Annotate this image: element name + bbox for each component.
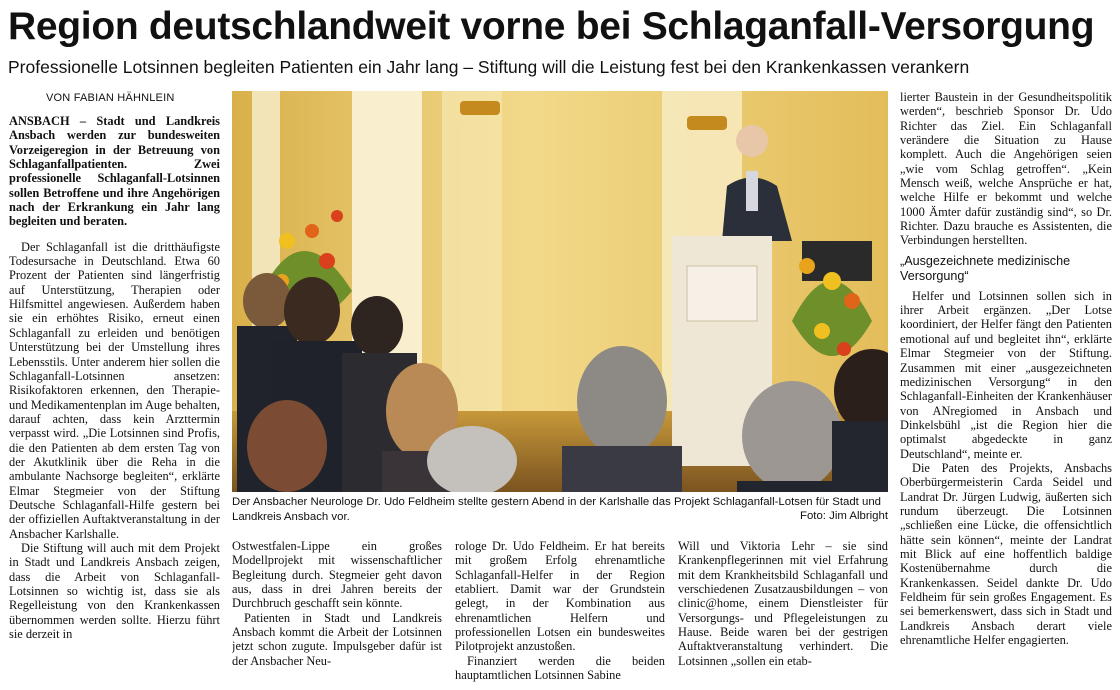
byline: VON FABIAN HÄHNLEIN — [46, 92, 175, 104]
lead-paragraph: ANSBACH – Stadt und Landkreis Ansbach werden zur bundesweiten Vorzeigeregion in der Betreuung von Schlaganfallpatienten. Zwei professionelle Schlaganfall-Lotsinnen sollen Betroffene und ihre Angehörigen nach der Erkrankung ein Jahr lang begleiten und beraten. — [9, 114, 220, 229]
body-paragraph: Die Paten des Projekts, Ansbachs Oberbürgermeisterin Carda Seidel und Landrat Dr. Jürgen Ludwig, äußerten sich rundum überzeugt. Die Lotsinnen „schließen eine Lücke, die offensichtlich hätte sein können“, meinte der Landrat mit Blick auf eine hoffentlich baldige Kostenübernahme durch die Krankenkassen. Seidel dankte Dr. Udo Feldheim für sein großes Engagement. Es sei bemerkenswert, dass sich in Stadt und Landkreis Ansbach derart viele ehrenamtliche Helfer engagierten. — [900, 460, 1112, 648]
body-paragraph: lierter Baustein in der Gesundheitspolitik werden“, beschrieb Sponsor Dr. Udo Richter das Ziel. Ein Schlaganfall verändere die Situation zu Hause komplett. Auch die Angehörigen seien „wie vom Schlag getroffen“. „Kein Mensch weiß, welche Ansprüche er hat, welche Hilfe er bekommt und welche 1000 Ämter dafür zuständig sind“, so Dr. Richter. Dazu brauche es Assistenten, die Verbindungen herstellten. — [900, 90, 1112, 248]
article-column-3 — [455, 539, 665, 690]
article-photo — [232, 91, 888, 492]
body-paragraph: Will und Viktoria Lehr – sie sind Krankenpflegerinnen mit viel Erfahrung mit dem Krankheitsbild Schlaganfall und verschiedenen Zusatzausbildungen – von clinic@home, einem Dienstleister für Versorgungs- und Pflegeleistungen zu Hause. Beide waren bei der gestrigen Auftaktveranstaltung verhindert. Die Lotsinnen „sollen ein etab- — [678, 539, 888, 668]
body-paragraph: Der Schlaganfall ist die dritthäufigste Todesursache in Deutschland. Etwa 60 Prozent der Patienten sind längerfristig auf Unterstützung, Therapien oder Hilfsmittel angewiesen. Außerdem haben sie ein erhöhtes Risiko, erneut einen Schlaganfall zu erleiden und benötigen Unterstützung bei der Umstellung ihres Lebensstils. Unter anderem hier sollen die Schlaganfall-Lotsinnen ansetzen: Risikofaktoren erkennen, den Therapie- und Medikamentenplan im Auge behalten, darauf achten, dass kein Arzttermin verpasst wird. „Die Lotsinnen sind Profis, die den Patienten ab dem ersten Tag von der Akutklinik über die Reha in die ambulante Nachsorge begleiten“, erklärte Elmar Stegmeier von der Stiftung Deutsche Schlaganfall-Hilfe gestern bei der offiziellen Auftaktveranstaltung in der Ansbacher Karlshalle. — [9, 239, 220, 541]
headline: Region deutschlandweit vorne bei Schlaganfall-Versorgung — [8, 5, 1095, 48]
article-column-2 — [232, 539, 442, 690]
event-photo-illustration — [232, 91, 888, 492]
subheadline: Professionelle Lotsinnen begleiten Patienten ein Jahr lang – Stiftung will die Leistung fest bei den Krankenkassen verankern — [8, 57, 970, 77]
article-column-5 — [900, 90, 1112, 690]
body-paragraph: Finanziert werden die beiden hauptamtlichen Lotsinnen Sabine — [455, 653, 665, 683]
article-column-1 — [9, 114, 220, 690]
body-paragraph: Die Stiftung will auch mit dem Projekt in Stadt und Landkreis Ansbach zeigen, dass die Arbeit von Schlaganfall-Lotsinnen so wichtig ist, dass sie als Regelleistung von den Krankenkassen übernommen werden sollte. Hierzu führt sie derzeit in — [9, 540, 220, 642]
body-paragraph: Ostwestfalen-Lippe ein großes Modellprojekt mit wissenschaftlicher Begleitung durch. Stegmeier geht davon aus, dass in drei Jahren bereits der Durchbruch geschafft sein könnte. — [232, 539, 442, 611]
body-paragraph: Helfer und Lotsinnen sollen sich in ihrer Arbeit ergänzen. „Der Lotse koordiniert, der Helfer fängt den Patienten emotional auf und begleitet ihn“, erklärte Elmar Stegmeier von der Stiftung. Zusammen mit einer „ausgezeichneten medizinischen Versorgung“ in den Schlaganfall-Einheiten der Krankenhäuser von ANregiomed in Ansbach und Dinkelsbühl „ist die Region hier die optimalst abgedeckte in ganz Deutschland“, meinte er. — [900, 288, 1112, 461]
photo-caption: Der Ansbacher Neurologe Dr. Udo Feldheim stellte gestern Abend in der Karlshalle das Projekt Schlaganfall-Lotsen für Stadt und Landkreis Ansbach vor. — [232, 496, 882, 523]
photo-credit: Foto: Jim Albright — [800, 510, 888, 522]
article-column-4 — [678, 539, 888, 690]
body-paragraph: rologe Dr. Udo Feldheim. Er hat bereits mit großem Erfolg ehrenamtliche Schlaganfall-Helfer in der Region etabliert. Damit war der Grundstein gelegt, in der Kombination aus ehrenamtlichen Helfern und professionellen Lotsen ein bundesweites Pilotprojekt anzustoßen. — [455, 539, 665, 654]
body-paragraph: Patienten in Stadt und Landkreis Ansbach kommt die Arbeit der Lotsinnen jetzt schon zugute. Impulsgeber dafür ist der Ansbacher Neu- — [232, 610, 442, 668]
section-subheading: „Ausgezeichnete medizinische Versorgung“ — [900, 253, 1071, 283]
